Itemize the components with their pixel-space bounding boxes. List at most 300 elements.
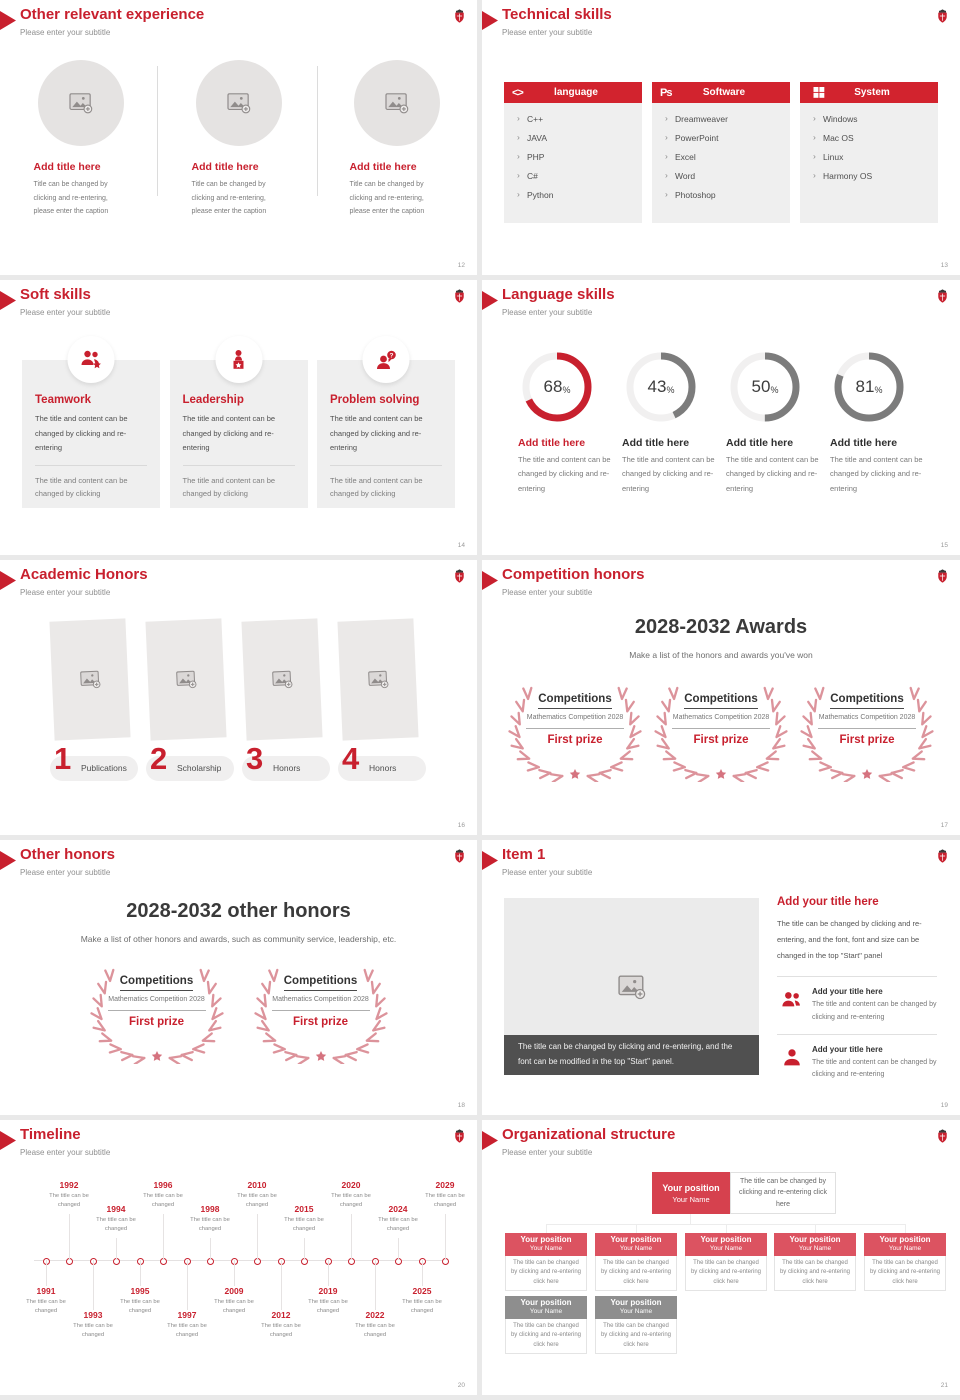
donut-chart — [832, 350, 906, 424]
slide-subtitle: Please enter your subtitle — [502, 1148, 593, 1157]
school-crest-icon — [453, 569, 466, 584]
tech-card-list — [652, 103, 790, 223]
feature-text: The title and content can be changed by clicking and re-entering — [812, 1001, 937, 1021]
timeline-year: 1996 — [153, 1180, 173, 1190]
add-image-icon — [227, 92, 251, 114]
experience-item — [160, 60, 318, 219]
card-text-secondary: The title and content can be changed by clicking — [35, 475, 128, 499]
school-crest-icon — [453, 9, 466, 24]
card-text-secondary: The title and content can be changed by clicking — [330, 475, 423, 499]
timeline-item — [375, 1204, 421, 1233]
slide-organizational-structure[interactable] — [482, 1120, 960, 1395]
position-title: Your position — [700, 1235, 752, 1244]
org-node — [774, 1233, 856, 1291]
award-prize: First prize — [839, 733, 895, 746]
card-text-secondary: The title and content can be changed by clicking — [182, 475, 276, 499]
school-crest-icon — [936, 289, 949, 304]
org-root-note: The title can be changed by clicking and re-entering click here — [730, 1172, 836, 1214]
honor-number: 2 — [150, 741, 168, 776]
timeline-year: 1993 — [83, 1310, 103, 1320]
page-number: 21 — [940, 1382, 948, 1389]
award-name: Competitions — [120, 975, 193, 991]
leadership-icon — [227, 348, 251, 372]
experience-columns — [0, 60, 477, 219]
person-name: Your Name — [619, 1245, 653, 1252]
org-node — [595, 1233, 677, 1291]
timeline-item — [93, 1204, 139, 1233]
language-gauges — [482, 350, 960, 496]
org-connector — [636, 1224, 637, 1233]
award-name: Competitions — [284, 975, 357, 991]
slide-title-arrow — [482, 11, 498, 30]
page-number: 18 — [457, 1102, 465, 1109]
slide-subtitle: Please enter your subtitle — [20, 28, 111, 37]
timeline-caption: The title can be changed — [214, 1299, 254, 1314]
timeline-year: 2022 — [365, 1310, 385, 1320]
org-connector — [905, 1224, 906, 1233]
org-node-text: The title can be changed by clicking and re-entering click here — [595, 1256, 677, 1291]
experience-item — [318, 60, 476, 219]
divider — [157, 66, 158, 196]
tech-card-software — [652, 82, 790, 223]
timeline-year: 2015 — [294, 1204, 314, 1214]
person-name: Your Name — [529, 1308, 563, 1315]
timeline-caption: The title can be changed — [96, 1217, 136, 1232]
list-item: › C++ — [516, 114, 642, 124]
timeline-year: 2009 — [224, 1286, 244, 1296]
honor-pill — [146, 741, 234, 781]
item-caption: Title can be changed by clicking and re-entering, please enter the caption — [33, 181, 109, 216]
photoshop-icon: Ps — [660, 86, 672, 99]
school-crest-icon — [453, 289, 466, 304]
position-title: Your position — [520, 1235, 572, 1244]
gauge-caption: The title and content can be changed by clicking and re-entering — [726, 455, 819, 493]
slide-academic-honors[interactable] — [0, 560, 477, 835]
list-item: › JAVA — [516, 133, 642, 143]
donut-chart — [520, 350, 594, 424]
timeline-caption: The title can be changed — [331, 1193, 371, 1208]
timeline-caption: The title can be changed — [143, 1193, 183, 1208]
gauge-title: Add title here — [830, 437, 898, 449]
timeline-item — [46, 1180, 92, 1209]
timeline-caption: The title can be changed — [73, 1323, 113, 1338]
list-item: › Excel — [664, 152, 790, 162]
tech-card-list — [504, 103, 642, 223]
timeline-item — [187, 1204, 233, 1233]
honor-pill — [338, 741, 426, 781]
language-gauge — [726, 350, 820, 496]
item-title: Add title here — [191, 161, 259, 173]
page-number: 12 — [457, 262, 465, 269]
honor-label: Scholarship — [177, 763, 222, 773]
award-prize: First prize — [547, 733, 603, 746]
award-event: Mathematics Competition 2028 — [526, 713, 624, 729]
org-node — [864, 1233, 946, 1291]
award-name: Competitions — [538, 693, 611, 709]
donut-chart — [624, 350, 698, 424]
timeline-caption: The title can be changed — [190, 1217, 230, 1232]
honor-number: 1 — [54, 741, 72, 776]
language-gauge — [622, 350, 716, 496]
card-text: The title and content can be changed by clicking and re-entering — [330, 412, 442, 466]
tech-card-language — [504, 82, 642, 223]
person-name: Your Name — [672, 1194, 710, 1204]
slide-subtitle: Please enter your subtitle — [20, 1148, 111, 1157]
tech-card-system — [800, 82, 938, 223]
timeline-item — [234, 1180, 280, 1209]
position-title: Your position — [789, 1235, 841, 1244]
slide-title: Other honors — [20, 846, 116, 863]
slide-title-arrow — [482, 1131, 498, 1150]
position-title: Your position — [879, 1235, 931, 1244]
slide-title: Soft skills — [20, 286, 91, 303]
list-item: › Mac OS — [812, 133, 938, 143]
page-number: 17 — [940, 822, 948, 829]
divider — [317, 66, 318, 196]
gauge-title: Add title here — [622, 437, 690, 449]
school-crest-icon — [453, 1129, 466, 1144]
award-prize: First prize — [129, 1015, 184, 1028]
feature-title: Add your title here — [812, 987, 883, 997]
timeline-caption: The title can be changed — [120, 1299, 160, 1314]
honor-label: Honors — [273, 763, 301, 773]
award-wreath — [502, 682, 648, 782]
detail-feature — [777, 977, 937, 1035]
timeline-year: 1995 — [130, 1286, 150, 1296]
timeline-item — [258, 1310, 304, 1339]
person-name: Your Name — [798, 1245, 832, 1252]
org-node-text: The title can be changed by clicking and re-entering click here — [505, 1256, 587, 1291]
list-item: › Dreamweaver — [664, 114, 790, 124]
awards-subheading: Make a list of other honors and awards, such as community service, leadership, etc. — [80, 934, 397, 944]
timeline-year: 1992 — [59, 1180, 79, 1190]
honor-pill — [50, 741, 138, 781]
slide-title: Competition honors — [502, 566, 645, 583]
slide-subtitle: Please enter your subtitle — [502, 308, 593, 317]
image-placeholder[interactable] — [49, 618, 130, 740]
timeline-item — [70, 1310, 116, 1339]
slide-timeline[interactable] — [0, 1120, 477, 1395]
person-icon — [781, 1047, 803, 1069]
slide-technical-skills[interactable] — [482, 0, 960, 275]
list-item: › Harmony OS — [812, 171, 938, 181]
org-node — [595, 1296, 677, 1354]
soft-skill-cards — [22, 360, 455, 508]
timeline-caption: The title can be changed — [425, 1193, 465, 1208]
timeline-item — [328, 1180, 374, 1209]
slide-subtitle: Please enter your subtitle — [502, 588, 593, 597]
image-placeholder[interactable] — [241, 618, 322, 740]
image-placeholder[interactable] — [38, 60, 124, 146]
slide-title: Organizational structure — [502, 1126, 676, 1143]
award-name: Competitions — [830, 693, 903, 709]
timeline-item — [117, 1286, 163, 1315]
problem-solving-icon — [374, 348, 398, 372]
honor-pill — [242, 741, 330, 781]
item-title: Add title here — [33, 161, 101, 173]
icon-badge — [215, 336, 262, 383]
donut-chart — [728, 350, 802, 424]
add-image-icon — [79, 670, 101, 690]
list-item: › Python — [516, 190, 642, 200]
item-title: Add title here — [349, 161, 417, 173]
timeline-year: 2025 — [412, 1286, 432, 1296]
icon-badge — [363, 336, 410, 383]
timeline-year: 1994 — [106, 1204, 126, 1214]
page-number: 20 — [457, 1382, 465, 1389]
award-event: Mathematics Competition 2028 — [272, 995, 370, 1011]
percent-value: 81 % — [855, 377, 883, 396]
slide-title-arrow — [482, 571, 498, 590]
timeline-year: 2029 — [435, 1180, 455, 1190]
award-prize: First prize — [693, 733, 749, 746]
image-caption: The title can be changed by clicking and re-entering, and the font can be modified in the top "Start" panel. — [504, 1035, 759, 1075]
honor-labels — [50, 741, 426, 781]
timeline-year: 2024 — [388, 1204, 408, 1214]
timeline-caption: The title can be changed — [26, 1299, 66, 1314]
slide-title: Academic Honors — [20, 566, 148, 583]
detail-title: Add your title here — [777, 896, 879, 908]
timeline-item — [399, 1286, 445, 1315]
code-icon: <> — [512, 86, 523, 99]
timeline-caption: The title can be changed — [167, 1323, 207, 1338]
slide-language-skills[interactable] — [482, 280, 960, 555]
slide-title-arrow — [0, 11, 16, 30]
page-number: 15 — [940, 542, 948, 549]
timeline-year: 1997 — [177, 1310, 197, 1320]
item-caption: Title can be changed by clicking and re-entering, please enter the caption — [191, 181, 267, 216]
tech-card-list — [800, 103, 938, 223]
item-detail-panel — [777, 896, 937, 1091]
tech-card-title: language — [554, 87, 598, 98]
slide-soft-skills[interactable] — [0, 280, 477, 555]
detail-feature — [777, 1035, 937, 1092]
tech-card-header — [652, 82, 790, 103]
school-crest-icon — [453, 849, 466, 864]
feature-title: Add your title here — [812, 1044, 883, 1054]
person-name: Your Name — [529, 1245, 563, 1252]
list-item: › C# — [516, 171, 642, 181]
award-event: Mathematics Competition 2028 — [818, 713, 916, 729]
position-title: Your position — [662, 1182, 720, 1193]
icon-badge — [68, 336, 115, 383]
slide-subtitle: Please enter your subtitle — [502, 28, 593, 37]
person-name: Your Name — [709, 1245, 743, 1252]
timeline-year: 2012 — [271, 1310, 291, 1320]
add-image-icon — [69, 92, 93, 114]
school-crest-icon — [936, 9, 949, 24]
timeline-caption: The title can be changed — [402, 1299, 442, 1314]
org-connector — [815, 1224, 816, 1233]
page-number: 16 — [457, 822, 465, 829]
award-wreaths — [482, 682, 960, 782]
people-icon — [781, 989, 803, 1011]
slide-competition-honors[interactable] — [482, 560, 960, 835]
timeline-year: 1991 — [36, 1286, 56, 1296]
position-title: Your position — [610, 1298, 662, 1307]
percent-value: 50 % — [751, 377, 779, 396]
technical-columns — [504, 82, 938, 223]
award-name: Competitions — [684, 693, 757, 709]
slide-title-arrow — [0, 571, 16, 590]
slide-title-arrow — [482, 851, 498, 870]
slide-title: Technical skills — [502, 6, 612, 23]
document-placeholders — [52, 620, 416, 739]
card-title: Leadership — [182, 394, 244, 406]
timeline-item — [211, 1286, 257, 1315]
item-caption: Title can be changed by clicking and re-entering, please enter the caption — [349, 181, 425, 216]
award-wreath — [84, 964, 230, 1064]
school-crest-icon — [936, 1129, 949, 1144]
add-image-icon — [618, 974, 646, 1000]
slide-title: Item 1 — [502, 846, 546, 863]
tech-card-header — [800, 82, 938, 103]
add-image-icon — [271, 670, 293, 690]
experience-item — [2, 60, 160, 219]
slide-subtitle: Please enter your subtitle — [502, 868, 593, 877]
add-image-icon — [385, 92, 409, 114]
teamwork-icon — [79, 348, 103, 372]
timeline-item — [281, 1204, 327, 1233]
honor-label: Honors — [369, 763, 397, 773]
add-image-icon — [367, 670, 389, 690]
org-node — [505, 1296, 587, 1354]
timeline-item — [305, 1286, 351, 1315]
page-number: 19 — [940, 1102, 948, 1109]
image-placeholder[interactable] — [145, 618, 226, 740]
gauge-title: Add title here — [518, 437, 586, 449]
feature-text: The title and content can be changed by clicking and re-entering — [812, 1058, 937, 1079]
org-node-text: The title can be changed by clicking and re-entering click here — [685, 1256, 767, 1291]
slide-title: Other relevant experience — [20, 6, 205, 23]
page-number: 13 — [940, 262, 948, 269]
slide-title-arrow — [0, 851, 16, 870]
image-placeholder[interactable] — [504, 898, 759, 1075]
timeline-item — [422, 1180, 468, 1209]
soft-card-teamwork — [22, 360, 160, 508]
slide-subtitle: Please enter your subtitle — [20, 588, 111, 597]
soft-card-leadership — [170, 360, 308, 508]
timeline-year: 1998 — [200, 1204, 220, 1214]
timeline-year: 2020 — [341, 1180, 361, 1190]
position-title: Your position — [520, 1298, 572, 1307]
card-title: Teamwork — [35, 394, 92, 406]
timeline-caption: The title can be changed — [355, 1323, 395, 1338]
language-gauge — [830, 350, 924, 496]
timeline-year: 2010 — [247, 1180, 267, 1190]
tech-card-title: Software — [702, 87, 746, 98]
awards-subheading: Make a list of the honors and awards you've won — [629, 650, 813, 660]
position-title: Your position — [610, 1235, 662, 1244]
soft-card-problem-solving — [317, 360, 455, 508]
gauge-title: Add title here — [726, 437, 794, 449]
timeline-item — [352, 1310, 398, 1339]
honor-number: 4 — [342, 741, 360, 776]
org-node-text: The title can be changed by clicking and re-entering click here — [774, 1256, 856, 1291]
award-prize: First prize — [293, 1015, 348, 1028]
card-text: The title and content can be changed by clicking and re-entering — [183, 412, 295, 466]
timeline-item — [140, 1180, 186, 1209]
award-wreath — [248, 964, 394, 1064]
tech-card-header — [504, 82, 642, 103]
org-node-text: The title can be changed by clicking and re-entering click here — [864, 1256, 946, 1291]
timeline-caption: The title can be changed — [49, 1193, 89, 1208]
windows-icon — [808, 87, 830, 98]
percent-value: 68 % — [543, 377, 571, 396]
slide-other-honors[interactable] — [0, 840, 477, 1115]
award-wreath — [648, 682, 794, 782]
org-node — [505, 1233, 587, 1291]
school-crest-icon — [936, 849, 949, 864]
org-connector — [690, 1214, 691, 1224]
list-item: › PHP — [516, 152, 642, 162]
org-root-node — [652, 1172, 730, 1214]
slide-other-relevant-experience[interactable] — [0, 0, 477, 275]
slide-title: Language skills — [502, 286, 615, 303]
list-item: › Photoshop — [664, 190, 790, 200]
gauge-caption: The title and content can be changed by clicking and re-entering — [830, 455, 923, 493]
list-item: › Word — [664, 171, 790, 181]
list-item: › PowerPoint — [664, 133, 790, 143]
org-connector — [546, 1224, 547, 1233]
card-text: The title and content can be changed by clicking and re-entering — [35, 412, 147, 466]
slide-title-arrow — [482, 291, 498, 310]
slide-item-1[interactable] — [482, 840, 960, 1115]
slide-title: Timeline — [20, 1126, 81, 1143]
list-item: › Linux — [812, 152, 938, 162]
award-event: Mathematics Competition 2028 — [108, 995, 206, 1011]
page-number: 14 — [457, 542, 465, 549]
detail-text: The title can be changed by clicking and re-entering, and the font, font and size can be changed in the top "Start" panel — [777, 916, 937, 977]
add-image-icon — [175, 670, 197, 690]
org-node — [685, 1233, 767, 1291]
award-wreath — [794, 682, 940, 782]
language-gauge — [518, 350, 612, 496]
timeline-caption: The title can be changed — [378, 1217, 418, 1232]
tech-card-title: System — [854, 87, 890, 98]
awards-heading: 2028-2032 Awards — [634, 616, 808, 638]
image-placeholder[interactable] — [337, 618, 418, 740]
org-node-text: The title can be changed by clicking and re-entering click here — [505, 1319, 587, 1354]
image-placeholder[interactable] — [196, 60, 282, 146]
image-placeholder[interactable] — [354, 60, 440, 146]
slide-title-arrow — [0, 291, 16, 310]
timeline-caption: The title can be changed — [237, 1193, 277, 1208]
list-item: › Windows — [812, 114, 938, 124]
slide-title-arrow — [0, 1131, 16, 1150]
award-event: Mathematics Competition 2028 — [672, 713, 770, 729]
timeline-item — [23, 1286, 69, 1315]
honor-number: 3 — [246, 741, 264, 776]
card-title: Problem solving — [330, 394, 420, 406]
timeline-year: 2019 — [318, 1286, 338, 1296]
timeline-caption: The title can be changed — [261, 1323, 301, 1338]
timeline-caption: The title can be changed — [308, 1299, 348, 1314]
award-wreaths — [0, 964, 477, 1064]
percent-value: 43 % — [647, 377, 675, 396]
slide-subtitle: Please enter your subtitle — [20, 868, 111, 877]
awards-heading: 2028-2032 other honors — [126, 900, 351, 922]
gauge-caption: The title and content can be changed by clicking and re-entering — [622, 455, 715, 493]
gauge-caption: The title and content can be changed by clicking and re-entering — [518, 455, 611, 493]
honor-label: Publications — [81, 763, 127, 773]
org-connector — [726, 1224, 727, 1233]
timeline-item — [164, 1310, 210, 1339]
org-node-text: The title can be changed by clicking and re-entering click here — [595, 1319, 677, 1354]
slide-subtitle: Please enter your subtitle — [20, 308, 111, 317]
person-name: Your Name — [619, 1308, 653, 1315]
person-name: Your Name — [888, 1245, 922, 1252]
